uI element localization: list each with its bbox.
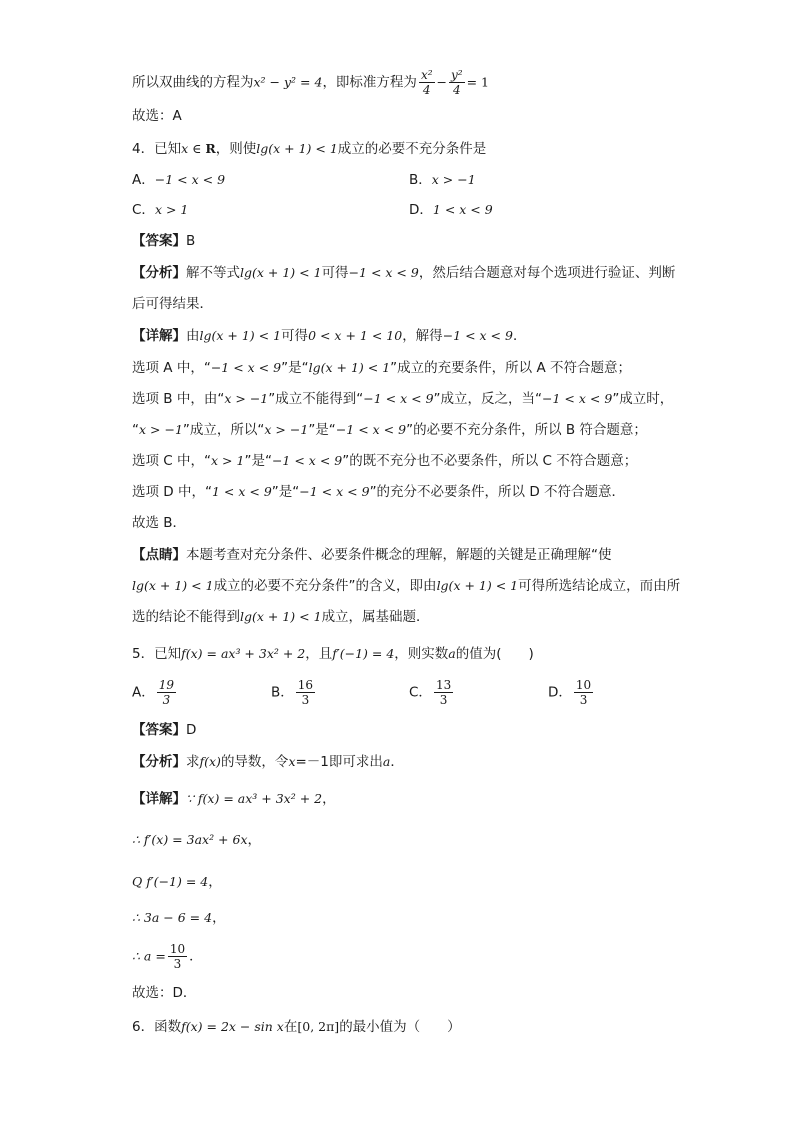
q5-step-derivative: ∴ f′(x) = 3ax² + 6x， — [132, 832, 262, 848]
q4-option-d-explain: 选项 D 中，“1 < x < 9”是“−1 < x < 9”的充分不必要条件，所以 D 不符合题意． — [132, 484, 626, 500]
q5-answer: 【答案】D — [132, 722, 197, 738]
q5-step-equation: ∴ 3a − 6 = 4， — [132, 910, 226, 926]
fraction: $\frac{\text{x²}}{4}$ — [420, 68, 433, 97]
fraction: $\frac{13}{3}$ — [435, 678, 452, 707]
q4-answer: 【答案】B — [132, 233, 196, 249]
q4-analysis-cont: 后可得结果． — [132, 296, 213, 312]
q5-analysis: 【分析】求f(x)的导数，令x=－1即可求出a． — [132, 754, 404, 770]
q5-step-condition: Q f′(−1) = 4， — [132, 874, 222, 890]
fraction: $\frac{\text{y²}}{4}$ — [451, 68, 463, 97]
q4-option-c-explain: 选项 C 中，“x > 1”是“−1 < x < 9”的既不充分也不必要条件，所以 C 不符合题意； — [132, 453, 638, 469]
q4-comment-cont: lg(x + 1) < 1成立的必要不充分条件”的含义，即由lg(x + 1) < 1可得所选结论成立，而由所 — [132, 578, 681, 594]
fraction: $\frac{19}{3}$ — [158, 678, 175, 707]
q4-analysis: 【分析】解不等式lg(x + 1) < 1可得−1 < x < 9，然后结合题意对每个选项进行验证、判断 — [132, 265, 676, 281]
q4-option-b: B．x > −1 — [409, 172, 476, 188]
question-5: 5．已知f(x) = ax³ + 3x² + 2，且f′(−1) = 4，则实数a的值为( ) — [132, 646, 534, 662]
q5-option-a: A． $\frac{19}{3}$ — [132, 678, 175, 707]
fraction: $\frac{16}{3}$ — [297, 678, 314, 707]
q4-option-b-explain: 选项 B 中，由“x > −1”成立不能得到“−1 < x < 9”成立，反之，当“−1 < x < 9”成立时， — [132, 391, 674, 407]
hyperbola-conclusion: 所以双曲线的方程为x² − y² = 4，即标准方程为 $\frac{\text{x²}}{4}$ − $\frac{\text{y²}}{4}$ = 1 — [132, 68, 489, 97]
q5-option-d: D． $\frac{10}{3}$ — [548, 678, 592, 707]
q4-option-a: A．−1 < x < 9 — [132, 172, 226, 188]
fraction: $\frac{10}{3}$ — [169, 942, 186, 971]
q4-option-a-explain: 选项 A 中，“−1 < x < 9”是“lg(x + 1) < 1”成立的充要条件，所以 A 不符合题意； — [132, 360, 631, 376]
q5-detail: 【详解】∵ f(x) = ax³ + 3x² + 2， — [132, 791, 336, 807]
fraction: $\frac{10}{3}$ — [575, 678, 592, 707]
question-4: 4．已知x ∈ R，则使lg(x + 1) < 1成立的必要不充分条件是 — [132, 141, 487, 157]
answer-select-3: 故选：A — [132, 108, 182, 124]
q4-option-c: C．x > 1 — [132, 202, 189, 218]
q4-comment: 【点睛】本题考查对充分条件、必要条件概念的理解，解题的关键是正确理解“使 — [132, 547, 612, 563]
q4-option-b-explain-cont: “x > −1”成立，所以“x > −1”是“−1 < x < 9”的必要不充分条件，所以 B 符合题意； — [132, 422, 647, 438]
q4-detail: 【详解】由lg(x + 1) < 1可得0 < x + 1 < 10，解得−1 < x < 9． — [132, 328, 527, 344]
q4-option-d: D．1 < x < 9 — [409, 202, 493, 218]
answer-select-5: 故选：D． — [132, 985, 197, 1001]
question-6: 6．函数f(x) = 2x − sin x在[0, 2π]的最小值为（ ） — [132, 1019, 461, 1035]
q5-step-result: ∴ a = $\frac{10}{3}$ ． — [132, 942, 203, 971]
q5-option-b: B． $\frac{16}{3}$ — [271, 678, 314, 707]
answer-select-4: 故选 B． — [132, 515, 187, 531]
q5-option-c: C． $\frac{13}{3}$ — [409, 678, 452, 707]
q4-comment-cont2: 选的结论不能得到lg(x + 1) < 1成立，属基础题． — [132, 609, 430, 625]
